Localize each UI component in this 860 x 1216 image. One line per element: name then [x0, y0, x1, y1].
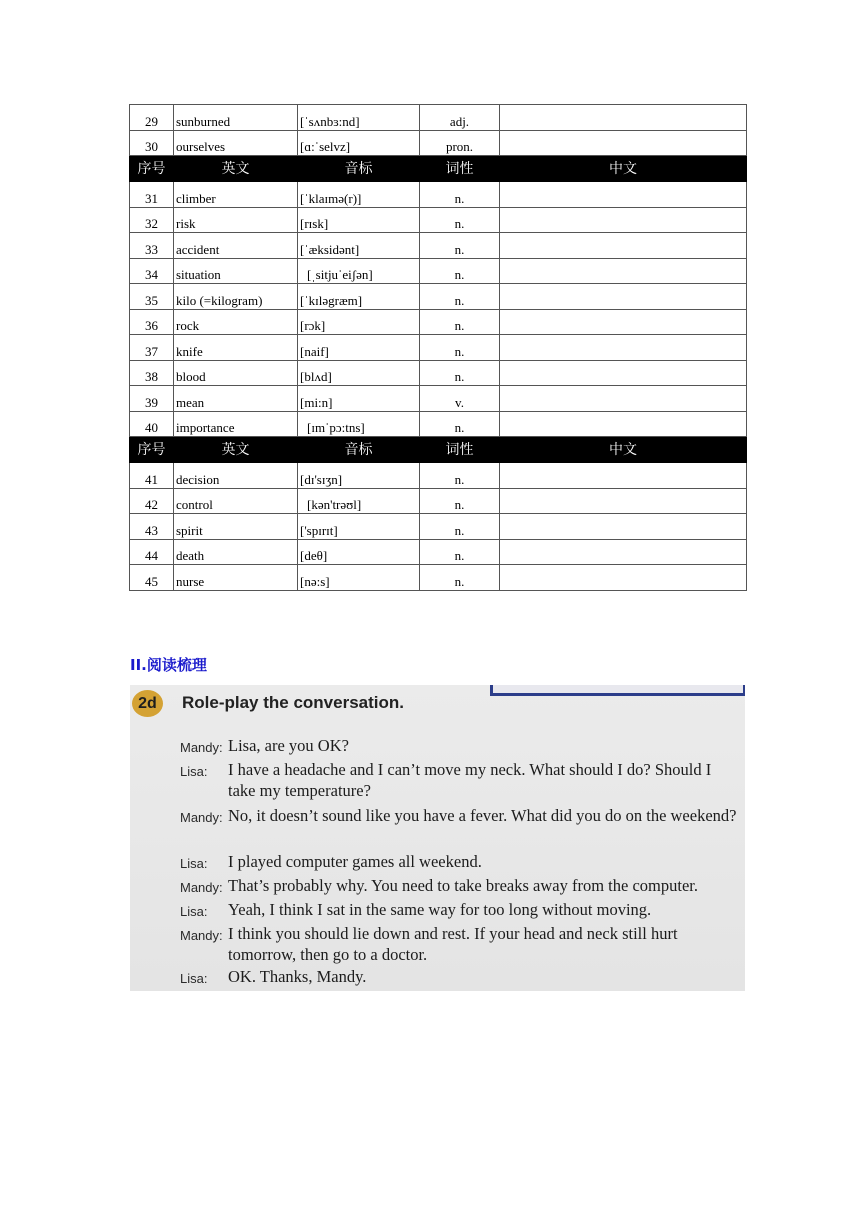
cell-chinese: [500, 514, 747, 540]
header-pos: 词性: [420, 437, 500, 463]
header-phonetic: 音标: [298, 437, 420, 463]
utterance: Yeah, I think I sat in the same way for too long without moving.: [228, 900, 652, 919]
cell-num: 30: [130, 130, 174, 156]
conversation-photo: [130, 685, 745, 991]
cell-num: 37: [130, 335, 174, 361]
cell-phonetic: [dɪ'sɪʒn]: [298, 463, 420, 489]
utterance: No, it doesn’t sound like you have a fever. What did you do on the weekend?: [228, 806, 737, 825]
cell-english: blood: [174, 360, 298, 386]
cell-num: 38: [130, 360, 174, 386]
cell-num: 35: [130, 284, 174, 310]
cell-chinese: [500, 182, 747, 208]
table-header-row: [130, 156, 747, 182]
activity-badge: 2d: [132, 690, 163, 717]
table-row: [130, 488, 747, 514]
table-row: [130, 411, 747, 437]
table-header-row: [130, 437, 747, 463]
speaker-label: Mandy:: [180, 810, 223, 825]
cell-chinese: [500, 539, 747, 565]
cell-english: rock: [174, 309, 298, 335]
utterance: I played computer games all weekend.: [228, 852, 482, 871]
cell-phonetic: [ˈæksidənt]: [298, 233, 420, 259]
cell-phonetic: ['spɪrɪt]: [298, 514, 420, 540]
cell-num: 40: [130, 411, 174, 437]
section-title: II.阅读梳理: [130, 656, 207, 674]
cell-chinese: [500, 386, 747, 412]
header-chinese: 中文: [500, 156, 747, 182]
cell-pos: adj.: [420, 105, 500, 131]
cell-num: 44: [130, 539, 174, 565]
cell-num: 41: [130, 463, 174, 489]
table-row: [130, 514, 747, 540]
cell-english: kilo (=kilogram): [174, 284, 298, 310]
cell-chinese: [500, 411, 747, 437]
conversation-title: Role-play the conversation.: [182, 693, 404, 712]
cell-english: control: [174, 488, 298, 514]
table-row: [130, 130, 747, 156]
header-num: 序号: [130, 437, 174, 463]
table-row: [130, 565, 747, 591]
cell-english: death: [174, 539, 298, 565]
picture-frame-edge: [490, 685, 745, 696]
cell-pos: pron.: [420, 130, 500, 156]
cell-phonetic: [ˈsʌnbɜ:nd]: [298, 105, 420, 131]
cell-chinese: [500, 105, 747, 131]
cell-pos: n.: [420, 411, 500, 437]
table-row: [130, 233, 747, 259]
table-row: [130, 463, 747, 489]
cell-pos: v.: [420, 386, 500, 412]
speaker-label: Lisa:: [180, 764, 208, 779]
table-row: [130, 360, 747, 386]
cell-phonetic: [deθ]: [298, 539, 420, 565]
cell-pos: n.: [420, 309, 500, 335]
cell-english: sunburned: [174, 105, 298, 131]
header-phonetic: 音标: [298, 156, 420, 182]
cell-pos: n.: [420, 539, 500, 565]
cell-english: risk: [174, 207, 298, 233]
cell-chinese: [500, 309, 747, 335]
cell-pos: n.: [420, 284, 500, 310]
table-row: [130, 539, 747, 565]
header-english: 英文: [174, 437, 298, 463]
table-row: [130, 386, 747, 412]
speaker-label: Lisa:: [180, 971, 208, 986]
cell-pos: n.: [420, 463, 500, 489]
cell-pos: n.: [420, 258, 500, 284]
cell-english: accident: [174, 233, 298, 259]
cell-phonetic: [ˌsitjuˈeiʃən]: [298, 258, 420, 284]
cell-num: 36: [130, 309, 174, 335]
cell-english: decision: [174, 463, 298, 489]
cell-chinese: [500, 207, 747, 233]
utterance: Lisa, are you OK?: [228, 736, 349, 755]
table-row: [130, 182, 747, 208]
cell-pos: n.: [420, 233, 500, 259]
cell-phonetic: [kən'trəʊl]: [298, 488, 420, 514]
table-row: [130, 105, 747, 131]
cell-english: spirit: [174, 514, 298, 540]
cell-num: 45: [130, 565, 174, 591]
cell-num: 32: [130, 207, 174, 233]
cell-pos: n.: [420, 207, 500, 233]
cell-phonetic: [ɪmˈpɔ:tns]: [298, 411, 420, 437]
cell-chinese: [500, 284, 747, 310]
speaker-label: Mandy:: [180, 928, 223, 943]
cell-pos: n.: [420, 514, 500, 540]
header-english: 英文: [174, 156, 298, 182]
header-chinese: 中文: [500, 437, 747, 463]
speaker-label: Mandy:: [180, 880, 223, 895]
cell-phonetic: [ˈkɪləgræm]: [298, 284, 420, 310]
speaker-label: Lisa:: [180, 856, 208, 871]
cell-phonetic: [rɪsk]: [298, 207, 420, 233]
table-row: [130, 335, 747, 361]
cell-phonetic: [rɔk]: [298, 309, 420, 335]
cell-chinese: [500, 463, 747, 489]
header-num: 序号: [130, 156, 174, 182]
cell-pos: n.: [420, 335, 500, 361]
cell-chinese: [500, 258, 747, 284]
speaker-label: Lisa:: [180, 904, 208, 919]
cell-english: nurse: [174, 565, 298, 591]
utterance: I have a headache and I can’t move my neck. What should I do? Should I take my temperature?: [228, 760, 712, 800]
cell-english: climber: [174, 182, 298, 208]
cell-num: 34: [130, 258, 174, 284]
cell-pos: n.: [420, 565, 500, 591]
utterance: I think you should lie down and rest. If your head and neck still hurt tomorrow, then go to a doctor.: [228, 924, 678, 964]
header-pos: 词性: [420, 156, 500, 182]
utterance: OK. Thanks, Mandy.: [228, 967, 367, 986]
cell-num: 33: [130, 233, 174, 259]
cell-num: 43: [130, 514, 174, 540]
utterance: That’s probably why. You need to take breaks away from the computer.: [228, 876, 698, 895]
cell-chinese: [500, 130, 747, 156]
cell-chinese: [500, 488, 747, 514]
cell-english: mean: [174, 386, 298, 412]
cell-phonetic: [mi:n]: [298, 386, 420, 412]
cell-num: 31: [130, 182, 174, 208]
cell-num: 29: [130, 105, 174, 131]
cell-english: knife: [174, 335, 298, 361]
cell-num: 39: [130, 386, 174, 412]
cell-chinese: [500, 360, 747, 386]
cell-pos: n.: [420, 360, 500, 386]
speaker-label: Mandy:: [180, 740, 223, 755]
cell-num: 42: [130, 488, 174, 514]
table-row: [130, 284, 747, 310]
table-row: [130, 258, 747, 284]
table-row: [130, 207, 747, 233]
cell-english: importance: [174, 411, 298, 437]
vocabulary-table: [129, 104, 747, 591]
cell-english: ourselves: [174, 130, 298, 156]
cell-phonetic: [naif]: [298, 335, 420, 361]
cell-chinese: [500, 335, 747, 361]
table-row: [130, 309, 747, 335]
cell-phonetic: [ˈklaɪmə(r)]: [298, 182, 420, 208]
cell-chinese: [500, 233, 747, 259]
cell-phonetic: [ɑ:ˈselvz]: [298, 130, 420, 156]
cell-pos: n.: [420, 182, 500, 208]
cell-pos: n.: [420, 488, 500, 514]
cell-phonetic: [nə:s]: [298, 565, 420, 591]
cell-english: situation: [174, 258, 298, 284]
cell-chinese: [500, 565, 747, 591]
cell-phonetic: [blʌd]: [298, 360, 420, 386]
